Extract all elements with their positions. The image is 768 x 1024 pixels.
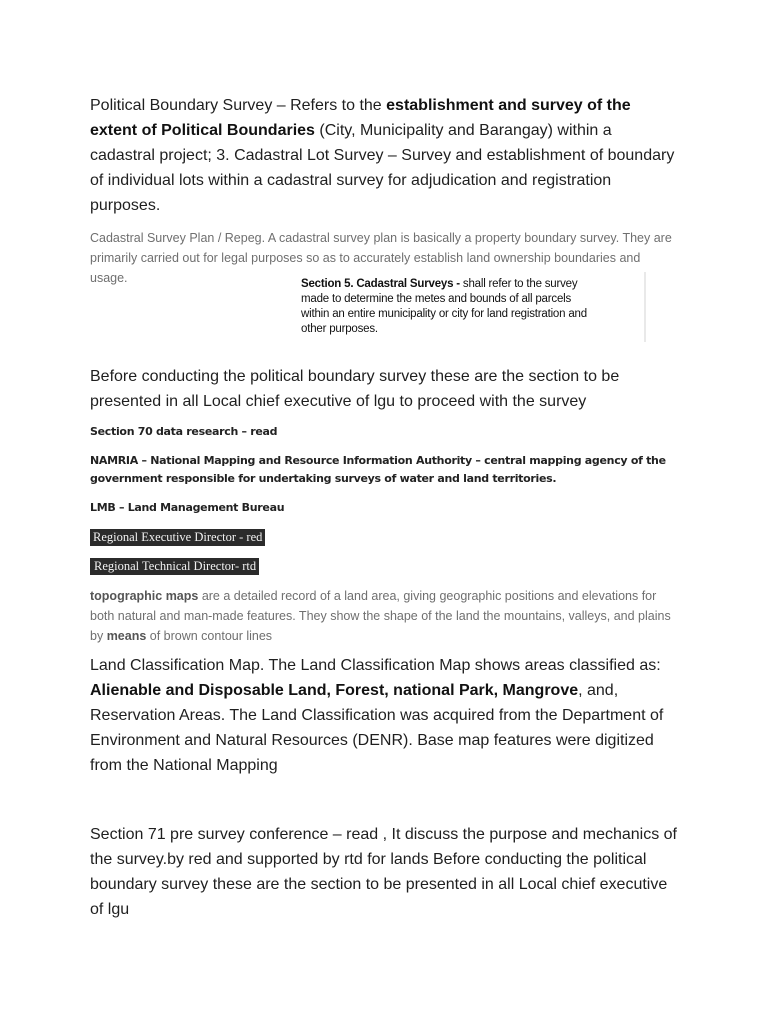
p5-text-a: Land Classification Map. The Land Classification Map shows areas classified as: (90, 657, 661, 674)
regional-technical-director-highlight: Regional Technical Director- rtd (90, 558, 259, 575)
p4-bold-a: topographic maps (90, 589, 199, 603)
p5-bold: Alienable and Disposable Land, Forest, national Park, Mangrove (90, 682, 579, 699)
p4-text-a: are a detailed record of a land area, giving geographic positions and elevations for both natural and man-made features. They show the shape of the land the mountains, valleys, and plains by (90, 589, 671, 643)
namria-note: NAMRIA – National Mapping and Resource Information Authority – central mapping agency of the government responsible for undertaking surveys of water and land territories. (90, 454, 666, 485)
before-conducting-paragraph: Before conducting the political boundary survey these are the section to be presented in all Local chief executive of lgu to proceed with the survey (90, 368, 620, 410)
section-5-snippet-image (289, 272, 646, 342)
section-5-body: shall refer to the survey made to determine the metes and bounds of all parcels within an entire municipality or city for land registration and other purposes. (301, 278, 587, 335)
p4-bold-b: means (106, 629, 147, 643)
land-classification-paragraph (90, 653, 680, 778)
regional-executive-director-highlight: Regional Executive Director - red (90, 529, 265, 546)
section-5-heading: Section 5. Cadastral Surveys - (301, 278, 460, 290)
section-5-text (301, 277, 601, 337)
lmb-note: LMB – Land Management Bureau (90, 501, 285, 514)
topographic-maps-paragraph (90, 586, 680, 646)
p5-text-c: , and, Reservation Areas. The Land Classification was acquired from the Department of Environment and Natural Resources (DENR). Base map features were digitized from the National Mapping (90, 682, 664, 774)
section-71-paragraph: Section 71 pre survey conference – read , It discuss the purpose and mechanics of the survey.by red and supported by rtd for lands Before conducting the political boundary survey these are the section to be presented in all Local chief executive of lgu (90, 826, 677, 918)
p1-text-a: Political Boundary Survey – Refers to the (90, 97, 387, 114)
section-70-note: Section 70 data research – read (90, 425, 278, 438)
p1-bold: establishment and survey of the extent of Political Boundaries (90, 97, 631, 139)
political-boundary-paragraph (90, 93, 680, 218)
p1-text-c: (City, Municipality and Barangay) within a cadastral project; 3. Cadastral Lot Survey – Survey and establishment of boundary of individual lots within a cadastral survey for adjudication and registration purposes. (90, 122, 675, 214)
p4-text-c: of brown contour lines (146, 629, 273, 643)
cadastral-plan-paragraph: Cadastral Survey Plan / Repeg. A cadastral survey plan is basically a property boundary survey. They are primarily carried out for legal purposes so as to accurately establish land ownership boundaries and usage. (90, 231, 672, 285)
